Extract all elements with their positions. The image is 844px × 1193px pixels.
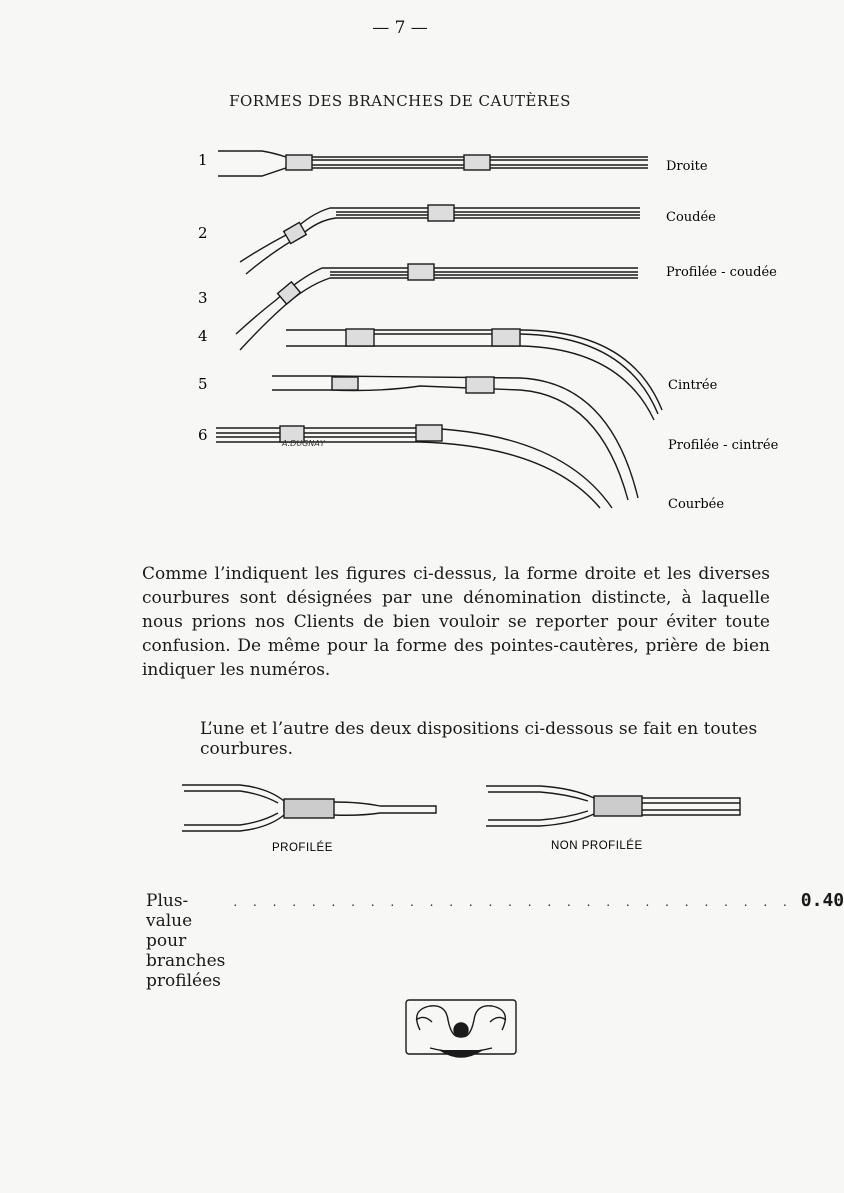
figure-number: 5 [198,375,208,393]
floral-ornament-icon [406,1000,516,1057]
figure-label: Coudée [666,210,716,225]
price-label: Plus-value pour branches profilées [146,891,226,991]
branch-profilee-cintree-figure [272,376,638,500]
branch-courbee-figure [216,425,612,508]
profilee-caption: PROFILÉE [272,842,333,854]
branch-coudee-figure [240,205,640,274]
non-profilee-caption: NON PROFILÉE [551,840,643,852]
branch-droite-figure [218,151,648,176]
price-value: 0.40 [800,890,844,911]
figure-label: Courbée [668,497,725,512]
figure-label: Profilée - cintrée [668,438,779,453]
profilee-figure [182,785,436,831]
non-profilee-figure [486,786,740,826]
engraver-signature: A.DUGNAY [282,439,325,448]
figure-label: Droite [666,159,708,174]
figure-number: 2 [198,224,208,242]
body-paragraph-2: L’une et l’autre des deux dispositions ci-dessous se fait en toutes courbures. [200,719,758,759]
price-leader-dots: . . . . . . . . . . . . . . . . . . . . . . . . . . . . . [233,895,793,909]
figure-number: 4 [198,327,208,345]
figure-number: 1 [198,151,208,169]
figure-number: 6 [198,426,208,444]
figure-label: Cintrée [668,378,718,393]
body-paragraph: Comme l’indiquent les figures ci-dessus, la forme droite et les diverses courbures sont désignées par une dénomination distincte, à laquelle nous prions nos Clients de bien vouloir se reporter pour éviter toute confusion. De même pour la forme des pointes-cautères, prière de bien indiquer les numéros. [142,564,770,680]
page-number: — 7 — [372,18,428,38]
page-title: FORMES DES BRANCHES DE CAUTÈRES [229,92,571,110]
figure-number: 3 [198,289,208,307]
price-line [146,890,844,991]
figure-label: Profilée - coudée [666,265,777,280]
branch-cintree-figure [286,329,662,420]
